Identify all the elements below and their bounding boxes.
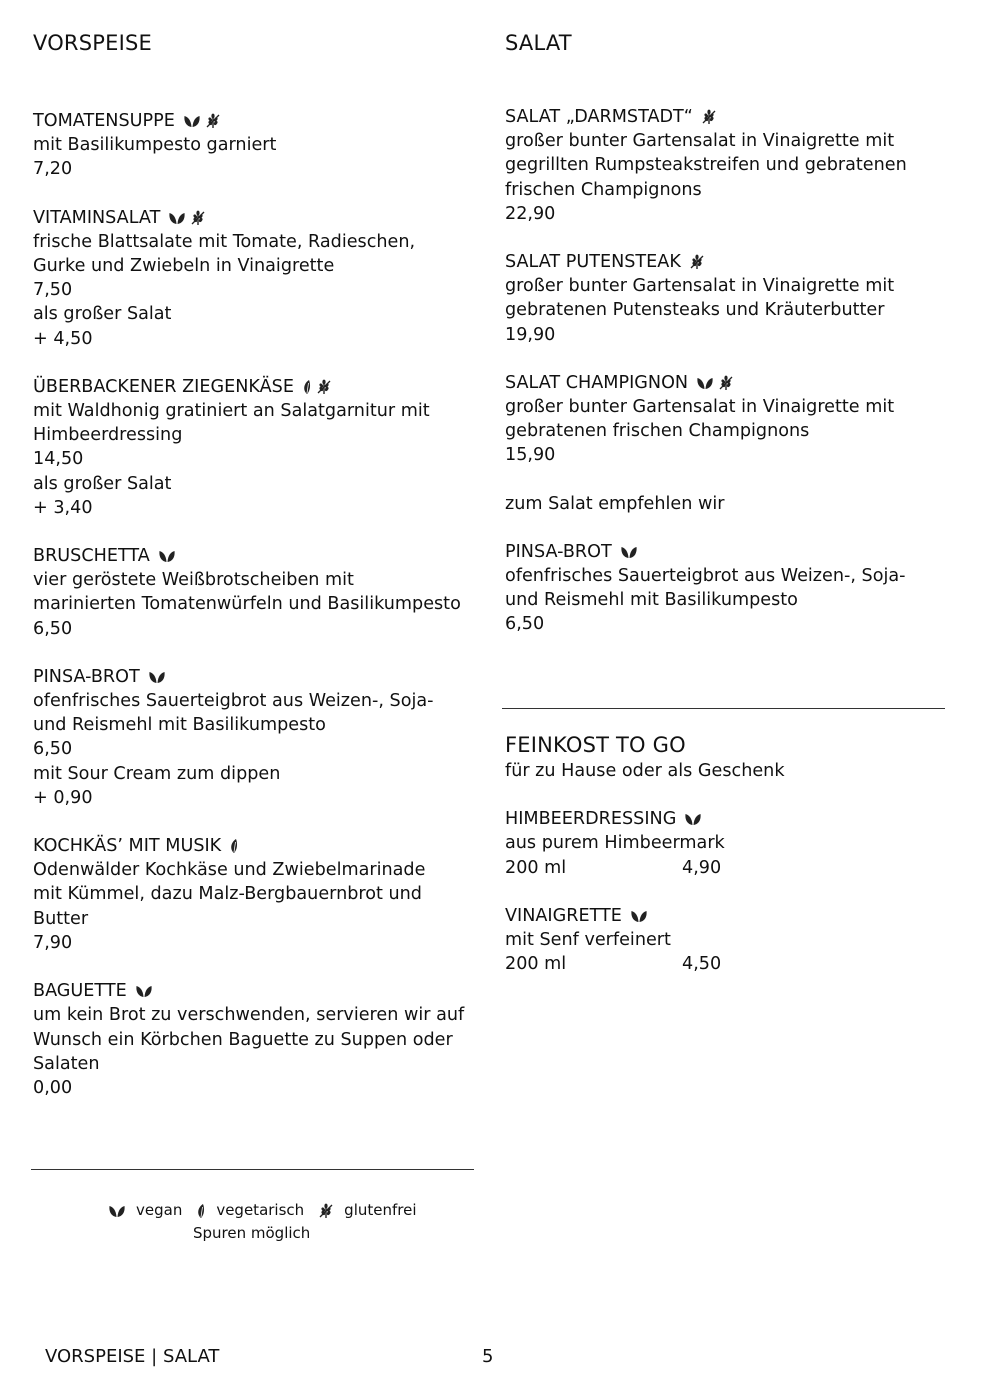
item-name-line xyxy=(33,206,206,230)
diet-tags xyxy=(168,210,206,226)
item-name-line xyxy=(33,979,153,1003)
gluten-free-icon xyxy=(718,375,734,391)
item-name: TOMATENSUPPE xyxy=(33,111,175,131)
item-text: mit Sour Cream zum dippen xyxy=(33,763,281,784)
diet-tags xyxy=(684,812,702,826)
item-text: 7,20 xyxy=(33,159,73,180)
menu-item xyxy=(505,371,955,468)
vegan-icon xyxy=(183,114,201,128)
item-text: um kein Brot zu verschwenden, servieren wir auf xyxy=(33,1005,465,1026)
item-name-line xyxy=(505,904,648,928)
item-text: 7,50 xyxy=(33,280,73,301)
item-name: BAGUETTE xyxy=(33,981,127,1002)
item-text: mit Kümmel, dazu Malz-Bergbauernbrot und xyxy=(33,884,422,905)
item-text: 6,50 xyxy=(505,614,545,635)
feinkost-item xyxy=(505,807,955,880)
item-text: 22,90 xyxy=(505,203,556,224)
feinkost-item xyxy=(505,904,955,977)
section-title-salat: SALAT xyxy=(505,31,572,55)
legend-vegetarisch xyxy=(196,1199,304,1222)
item-name: PINSA-BROT xyxy=(33,666,140,687)
item-name: BRUSCHETTA xyxy=(33,546,150,567)
item-text: 15,90 xyxy=(505,445,556,466)
gluten-free-icon xyxy=(205,113,221,129)
menu-item xyxy=(33,375,483,520)
item-text: frische Blattsalate mit Tomate, Radieschen, xyxy=(33,231,416,252)
item-text: Himbeerdressing xyxy=(33,425,183,446)
item-name-line xyxy=(505,250,705,274)
legend-vegetarisch-label: vegetarisch xyxy=(216,1201,305,1219)
item-text: 19,90 xyxy=(505,324,556,345)
left-divider xyxy=(31,1169,474,1170)
item-text: gegrillten Rumpsteakstreifen und gebratenen xyxy=(505,155,907,176)
salat-list xyxy=(505,105,955,661)
diet-legend xyxy=(108,1199,431,1245)
menu-item xyxy=(505,492,955,516)
diet-tags xyxy=(689,254,705,270)
vegetarian-icon xyxy=(196,1203,211,1219)
feinkost-list xyxy=(505,759,955,1000)
item-text: Odenwälder Kochkäse und Zwiebelmarinade xyxy=(33,860,426,881)
menu-item xyxy=(505,105,955,226)
item-name-line xyxy=(33,834,239,858)
item-name: SALAT PUTENSTEAK xyxy=(505,252,681,273)
vegan-icon xyxy=(684,812,702,826)
vegan-icon xyxy=(168,211,186,225)
diet-tags xyxy=(620,545,638,559)
item-text: als großer Salat xyxy=(33,473,172,494)
item-name-line xyxy=(505,807,702,831)
item-text: 6,50 xyxy=(33,739,73,760)
menu-item xyxy=(33,665,483,810)
item-text: vier geröstete Weißbrotscheiben mit xyxy=(33,570,354,591)
item-name: SALAT „DARMSTADT“ xyxy=(505,107,693,127)
size-price-row xyxy=(505,952,955,976)
vegan-icon xyxy=(630,909,648,923)
item-text: + 4,50 xyxy=(33,328,93,349)
item-text: mit Basilikumpesto garniert xyxy=(33,135,277,156)
diet-tags xyxy=(148,670,166,684)
diet-tags xyxy=(302,379,332,395)
section-title-feinkost: FEINKOST TO GO xyxy=(505,733,686,757)
footer-title: VORSPEISE | SALAT xyxy=(45,1346,220,1367)
item-name-line xyxy=(33,544,176,568)
vegan-icon xyxy=(148,670,166,684)
item-text: gebratenen frischen Champignons xyxy=(505,421,810,442)
item-text: ofenfrisches Sauerteigbrot aus Weizen-, Soja- xyxy=(505,566,906,587)
feinkost-subtitle: für zu Hause oder als Geschenk xyxy=(505,761,785,781)
item-text: + 3,40 xyxy=(33,497,93,518)
item-price: 4,90 xyxy=(682,857,722,878)
item-text: 14,50 xyxy=(33,449,84,470)
legend-vegan-label: vegan xyxy=(136,1201,183,1219)
vegan-icon xyxy=(135,984,153,998)
item-text: Wunsch ein Körbchen Baguette zu Suppen oder xyxy=(33,1029,453,1050)
section-title-vorspeise: VORSPEISE xyxy=(33,31,152,55)
item-text: Butter xyxy=(33,908,89,929)
vegetarian-icon xyxy=(302,379,312,395)
item-name: SALAT CHAMPIGNON xyxy=(505,372,689,393)
item-text: großer bunter Gartensalat in Vinaigrette mit xyxy=(505,131,895,152)
diet-tags xyxy=(135,984,153,998)
item-text: frischen Champignons xyxy=(505,179,702,200)
diet-tags xyxy=(696,375,734,391)
menu-item xyxy=(33,834,483,955)
item-text: aus purem Himbeermark xyxy=(505,833,725,854)
gluten-free-icon xyxy=(190,210,206,226)
vegetarian-icon xyxy=(229,838,239,854)
item-text: marinierten Tomatenwürfeln und Basilikumpesto xyxy=(33,594,461,615)
menu-item xyxy=(33,544,483,641)
menu-item xyxy=(33,979,483,1100)
item-name-line xyxy=(505,371,734,395)
item-name-line xyxy=(33,665,166,689)
gluten-free-icon xyxy=(701,109,717,125)
item-text: großer bunter Gartensalat in Vinaigrette mit xyxy=(505,397,895,418)
item-text: + 0,90 xyxy=(33,787,93,808)
item-text: mit Senf verfeinert xyxy=(505,930,671,951)
item-size: 200 ml xyxy=(505,954,567,975)
item-text: zum Salat empfehlen wir xyxy=(505,493,725,514)
menu-item xyxy=(33,109,483,182)
item-size: 200 ml xyxy=(505,857,567,878)
diet-tags xyxy=(630,909,648,923)
right-divider xyxy=(502,708,945,709)
item-name-line xyxy=(33,375,332,399)
item-name: VITAMINSALAT xyxy=(33,207,161,228)
item-name-line xyxy=(505,105,717,129)
vorspeise-list xyxy=(33,109,483,1124)
item-text: Salaten xyxy=(33,1053,100,1074)
diet-tags xyxy=(701,109,717,125)
item-text: ofenfrisches Sauerteigbrot aus Weizen-, Soja- xyxy=(33,691,434,712)
legend-glutenfrei-label: glutenfrei xyxy=(344,1201,417,1219)
item-name: HIMBEERDRESSING xyxy=(505,809,677,830)
page-number: 5 xyxy=(482,1346,494,1367)
item-text: und Reismehl mit Basilikumpesto xyxy=(33,715,326,736)
item-name: ÜBERBACKENER ZIEGENKÄSE xyxy=(33,376,294,397)
legend-glutenfrei xyxy=(318,1199,416,1222)
vegan-icon xyxy=(108,1204,131,1218)
legend-vegan xyxy=(108,1199,182,1222)
item-name: PINSA-BROT xyxy=(505,541,612,562)
diet-tags xyxy=(229,838,239,854)
gluten-free-icon xyxy=(318,1203,339,1219)
vegan-icon xyxy=(696,376,714,390)
vegan-icon xyxy=(620,545,638,559)
item-text: mit Waldhonig gratiniert an Salatgarnitur mit xyxy=(33,401,430,422)
item-price: 4,50 xyxy=(682,954,722,975)
diet-tags xyxy=(158,549,176,563)
diet-tags xyxy=(183,113,221,129)
gluten-free-icon xyxy=(689,254,705,270)
item-name-line xyxy=(33,109,221,133)
gluten-free-icon xyxy=(316,379,332,395)
menu-item xyxy=(505,540,955,637)
vegan-icon xyxy=(158,549,176,563)
item-text: 7,90 xyxy=(33,932,73,953)
item-name-line xyxy=(505,540,638,564)
item-text: 0,00 xyxy=(33,1077,73,1098)
item-text: und Reismehl mit Basilikumpesto xyxy=(505,590,798,611)
item-text: großer bunter Gartensalat in Vinaigrette mit xyxy=(505,276,895,297)
menu-item xyxy=(33,206,483,351)
item-text: gebratenen Putensteaks und Kräuterbutter xyxy=(505,300,885,321)
item-text: 6,50 xyxy=(33,618,73,639)
legend-note: Spuren möglich xyxy=(193,1224,311,1242)
size-price-row xyxy=(505,856,955,880)
menu-item xyxy=(505,250,955,347)
item-name: KOCHKÄS’ MIT MUSIK xyxy=(33,836,222,857)
item-text: als großer Salat xyxy=(33,304,172,325)
item-name: VINAIGRETTE xyxy=(505,905,622,926)
item-text: Gurke und Zwiebeln in Vinaigrette xyxy=(33,256,335,277)
